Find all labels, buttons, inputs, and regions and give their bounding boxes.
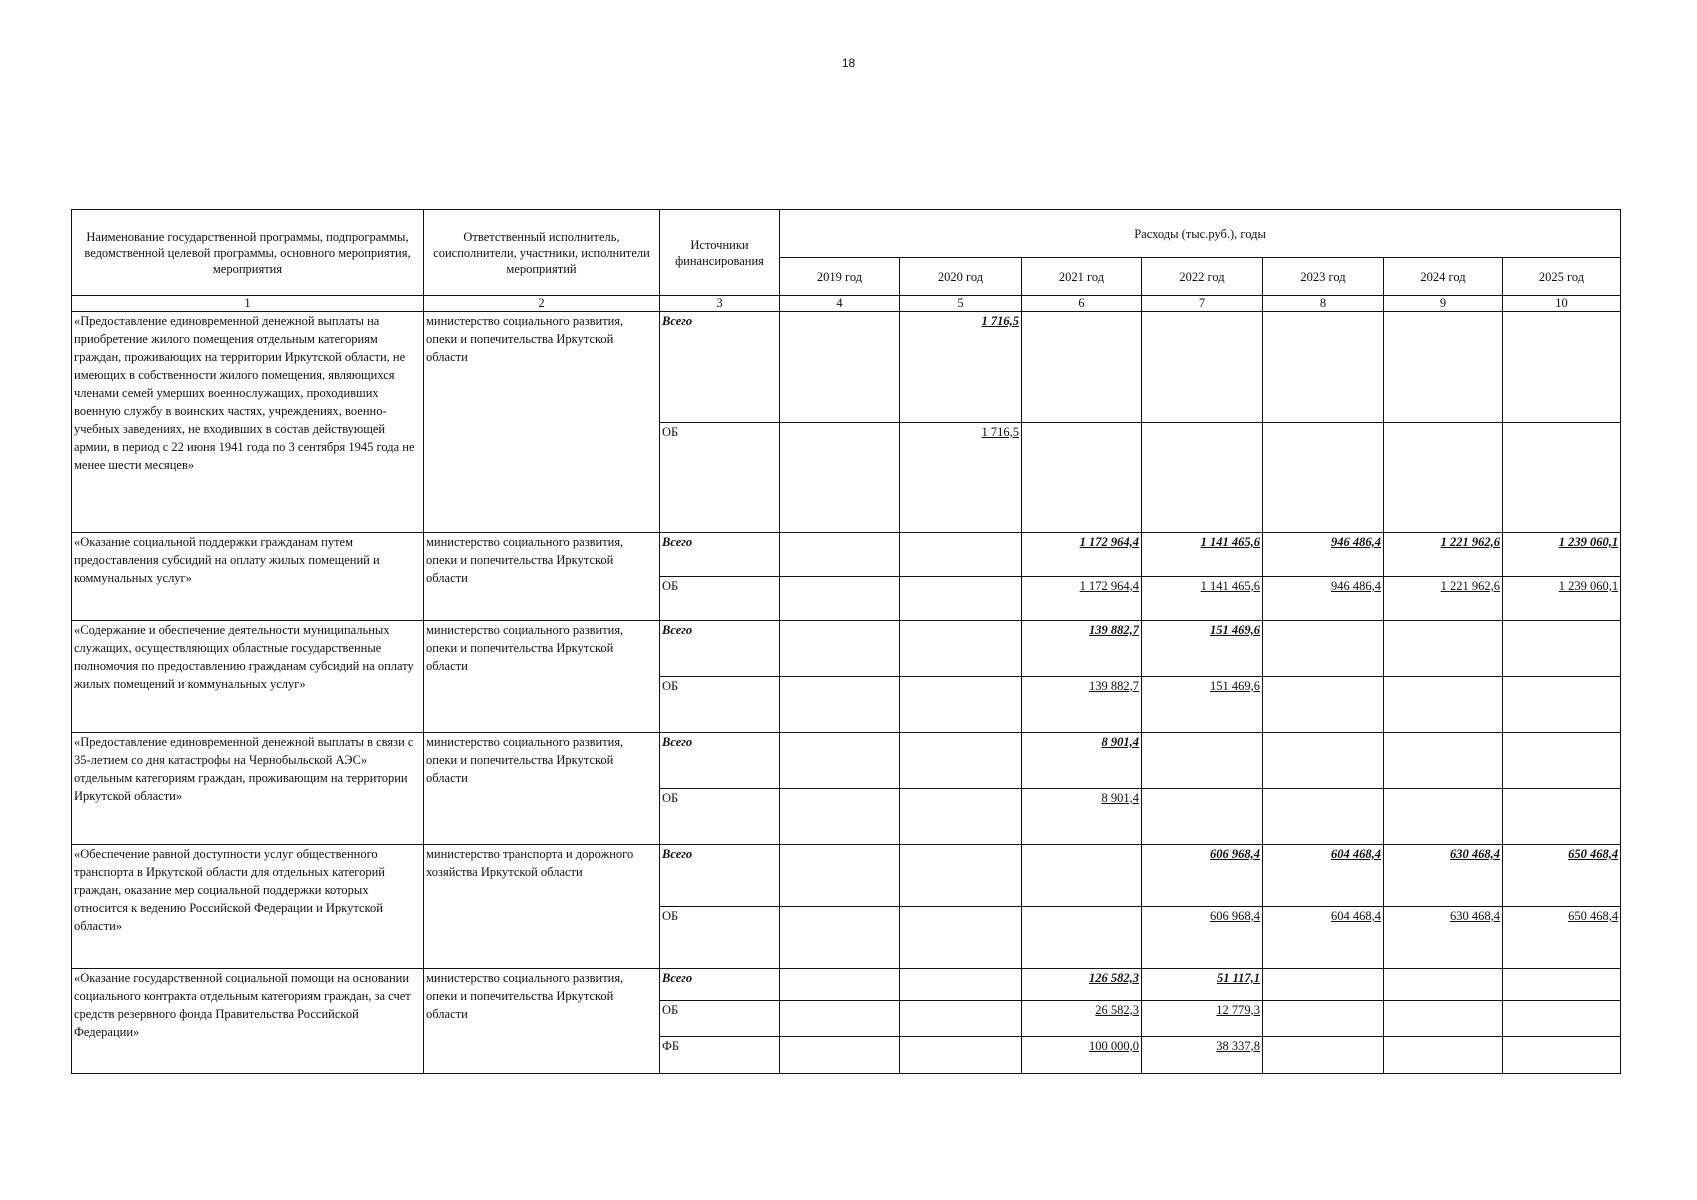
expense-value <box>1503 733 1621 789</box>
expense-value: 604 468,4 <box>1263 907 1384 969</box>
funding-source: Всего <box>660 969 780 1001</box>
expense-value <box>1384 789 1503 845</box>
expense-value <box>1142 312 1263 423</box>
expense-value <box>1503 312 1621 423</box>
column-index: 6 <box>1022 296 1142 312</box>
expense-value <box>900 907 1022 969</box>
expense-value <box>1022 423 1142 533</box>
expense-value: 1 172 964,4 <box>1022 577 1142 621</box>
column-index: 2 <box>424 296 660 312</box>
column-index: 10 <box>1503 296 1621 312</box>
funding-source: Всего <box>660 845 780 907</box>
expense-value <box>780 677 900 733</box>
program-name: «Содержание и обеспечение деятельности муниципальных служащих, осуществляющих областные государственные полномочия по предоставлению гражданам субсидий на оплату жилых помещений и коммунальных услуг» <box>72 621 424 733</box>
expense-value: 630 468,4 <box>1384 845 1503 907</box>
column-index: 3 <box>660 296 780 312</box>
expense-value <box>1263 312 1384 423</box>
expense-value: 606 968,4 <box>1142 907 1263 969</box>
expense-value: 630 468,4 <box>1384 907 1503 969</box>
expense-value <box>780 907 900 969</box>
expense-value <box>900 1037 1022 1074</box>
column-index-row <box>72 296 1621 312</box>
responsible-executor: министерство социального развития, опеки и попечительства Иркутской области <box>424 733 660 845</box>
expense-value <box>900 789 1022 845</box>
expense-value: 38 337,8 <box>1142 1037 1263 1074</box>
expense-value <box>1263 733 1384 789</box>
header-year: 2023 год <box>1263 258 1384 296</box>
expense-value <box>780 621 900 677</box>
expense-value <box>1384 677 1503 733</box>
expense-value: 151 469,6 <box>1142 677 1263 733</box>
table-row <box>72 312 1621 423</box>
header-year: 2025 год <box>1503 258 1621 296</box>
column-index: 5 <box>900 296 1022 312</box>
expense-value: 1 239 060,1 <box>1503 533 1621 577</box>
expense-value <box>780 1037 900 1074</box>
expense-value <box>900 677 1022 733</box>
program-name: «Оказание государственной социальной помощи на основании социального контракта отдельным категориям граждан, за счет средств резервного фонда Правительства Российской Федерации» <box>72 969 424 1074</box>
expense-value <box>1142 423 1263 533</box>
expense-value <box>780 533 900 577</box>
page-number: 18 <box>841 56 856 70</box>
funding-source: Всего <box>660 533 780 577</box>
expense-value: 26 582,3 <box>1022 1001 1142 1037</box>
expense-value <box>1503 789 1621 845</box>
header-year: 2020 год <box>900 258 1022 296</box>
expense-value <box>1384 1001 1503 1037</box>
table-row <box>72 845 1621 907</box>
table-row <box>72 969 1621 1001</box>
expense-value: 12 779,3 <box>1142 1001 1263 1037</box>
funding-source: ОБ <box>660 789 780 845</box>
expense-value <box>1022 312 1142 423</box>
expense-value: 100 000,0 <box>1022 1037 1142 1074</box>
table-row <box>72 621 1621 677</box>
expense-value <box>900 845 1022 907</box>
table-row <box>72 733 1621 789</box>
expense-value <box>900 733 1022 789</box>
expense-value: 139 882,7 <box>1022 677 1142 733</box>
funding-source: ОБ <box>660 677 780 733</box>
expense-value: 8 901,4 <box>1022 789 1142 845</box>
expense-value: 650 468,4 <box>1503 845 1621 907</box>
expense-value <box>780 423 900 533</box>
expense-value <box>1384 1037 1503 1074</box>
expense-value <box>1384 969 1503 1001</box>
expense-value <box>900 533 1022 577</box>
funding-source: Всего <box>660 312 780 423</box>
program-name: «Предоставление единовременной денежной выплаты на приобретение жилого помещения отдельным категориям граждан, проживающих на территории Иркутской области, не имеющих в собственности жилого помещения, являющихся членами семей умерших военнослужащих, проходивших военную службу в воинских частях, учреждениях, военно-учебных заведениях, не входивших в состав действующей армии, в период с 22 июня 1941 года по 3 сентября 1945 года не менее шести месяцев» <box>72 312 424 533</box>
expense-value <box>780 577 900 621</box>
expense-value: 139 882,7 <box>1022 621 1142 677</box>
program-name: «Обеспечение равной доступности услуг общественного транспорта в Иркутской области для отдельных категорий граждан, оказание мер социальной поддержки которых относится к ведению Российской Федерации и Иркутской области» <box>72 845 424 969</box>
expense-value <box>1022 907 1142 969</box>
expense-value <box>1263 1037 1384 1074</box>
program-name: «Оказание социальной поддержки гражданам путем предоставления субсидий на оплату жилых помещений и коммунальных услуг» <box>72 533 424 621</box>
expense-value <box>1263 621 1384 677</box>
header-expenses: Расходы (тыс.руб.), годы <box>780 210 1621 258</box>
column-index: 8 <box>1263 296 1384 312</box>
expense-value: 1 239 060,1 <box>1503 577 1621 621</box>
expense-value <box>1503 621 1621 677</box>
expense-value <box>900 969 1022 1001</box>
responsible-executor: министерство социального развития, опеки и попечительства Иркутской области <box>424 312 660 533</box>
responsible-executor: министерство транспорта и дорожного хозяйства Иркутской области <box>424 845 660 969</box>
funding-source: Всего <box>660 733 780 789</box>
expense-value <box>1384 423 1503 533</box>
expense-value: 1 716,5 <box>900 423 1022 533</box>
budget-table <box>71 209 1621 1074</box>
table-body <box>72 312 1621 1074</box>
funding-source: ОБ <box>660 577 780 621</box>
column-index: 1 <box>72 296 424 312</box>
expense-value <box>900 621 1022 677</box>
expense-value <box>1503 1001 1621 1037</box>
expense-value: 126 582,3 <box>1022 969 1142 1001</box>
expense-value <box>1384 312 1503 423</box>
expense-value <box>1263 677 1384 733</box>
expense-value <box>1503 1037 1621 1074</box>
header-source: Источники финансирования <box>660 210 780 296</box>
expense-value <box>780 1001 900 1037</box>
expense-value <box>780 733 900 789</box>
expense-value <box>1503 677 1621 733</box>
expense-value: 1 141 465,6 <box>1142 533 1263 577</box>
responsible-executor: министерство социального развития, опеки и попечительства Иркутской области <box>424 533 660 621</box>
expense-value <box>900 577 1022 621</box>
header-year: 2024 год <box>1384 258 1503 296</box>
expense-value <box>1142 789 1263 845</box>
expense-value: 1 221 962,6 <box>1384 577 1503 621</box>
funding-source: ОБ <box>660 907 780 969</box>
expense-value: 1 221 962,6 <box>1384 533 1503 577</box>
expense-value <box>1263 1001 1384 1037</box>
expense-value <box>1263 423 1384 533</box>
expense-value <box>780 789 900 845</box>
header-year: 2021 год <box>1022 258 1142 296</box>
expense-value: 1 141 465,6 <box>1142 577 1263 621</box>
expense-value <box>900 1001 1022 1037</box>
funding-source: Всего <box>660 621 780 677</box>
expense-value <box>1263 789 1384 845</box>
expense-value <box>1022 845 1142 907</box>
expense-value: 946 486,4 <box>1263 533 1384 577</box>
expense-value <box>1384 621 1503 677</box>
table-row <box>72 533 1621 577</box>
header-executor: Ответственный исполнитель, соисполнители, участники, исполнители мероприятий <box>424 210 660 296</box>
expense-value: 51 117,1 <box>1142 969 1263 1001</box>
expense-value: 151 469,6 <box>1142 621 1263 677</box>
responsible-executor: министерство социального развития, опеки и попечительства Иркутской области <box>424 621 660 733</box>
table-header <box>72 210 1621 312</box>
responsible-executor: министерство социального развития, опеки и попечительства Иркутской области <box>424 969 660 1074</box>
column-index: 9 <box>1384 296 1503 312</box>
expense-value <box>1503 423 1621 533</box>
header-name: Наименование государственной программы, подпрограммы, ведомственной целевой программы, основного мероприятия, мероприятия <box>72 210 424 296</box>
funding-source: ОБ <box>660 1001 780 1037</box>
expense-value <box>1142 733 1263 789</box>
expense-value <box>780 969 900 1001</box>
funding-source: ФБ <box>660 1037 780 1074</box>
funding-source: ОБ <box>660 423 780 533</box>
expense-value: 606 968,4 <box>1142 845 1263 907</box>
expense-value <box>1384 733 1503 789</box>
header-year: 2022 год <box>1142 258 1263 296</box>
column-index: 4 <box>780 296 900 312</box>
expense-value <box>780 312 900 423</box>
column-index: 7 <box>1142 296 1263 312</box>
expense-value: 8 901,4 <box>1022 733 1142 789</box>
expense-value: 1 172 964,4 <box>1022 533 1142 577</box>
expense-value <box>1263 969 1384 1001</box>
expense-value: 650 468,4 <box>1503 907 1621 969</box>
expense-value: 946 486,4 <box>1263 577 1384 621</box>
expense-value <box>1503 969 1621 1001</box>
header-year: 2019 год <box>780 258 900 296</box>
expense-value: 604 468,4 <box>1263 845 1384 907</box>
expense-value: 1 716,5 <box>900 312 1022 423</box>
program-name: «Предоставление единовременной денежной выплаты в связи с 35-летием со дня катастрофы на Чернобыльской АЭС» отдельным категориям граждан, проживающим на территории Иркутской области» <box>72 733 424 845</box>
expense-value <box>780 845 900 907</box>
